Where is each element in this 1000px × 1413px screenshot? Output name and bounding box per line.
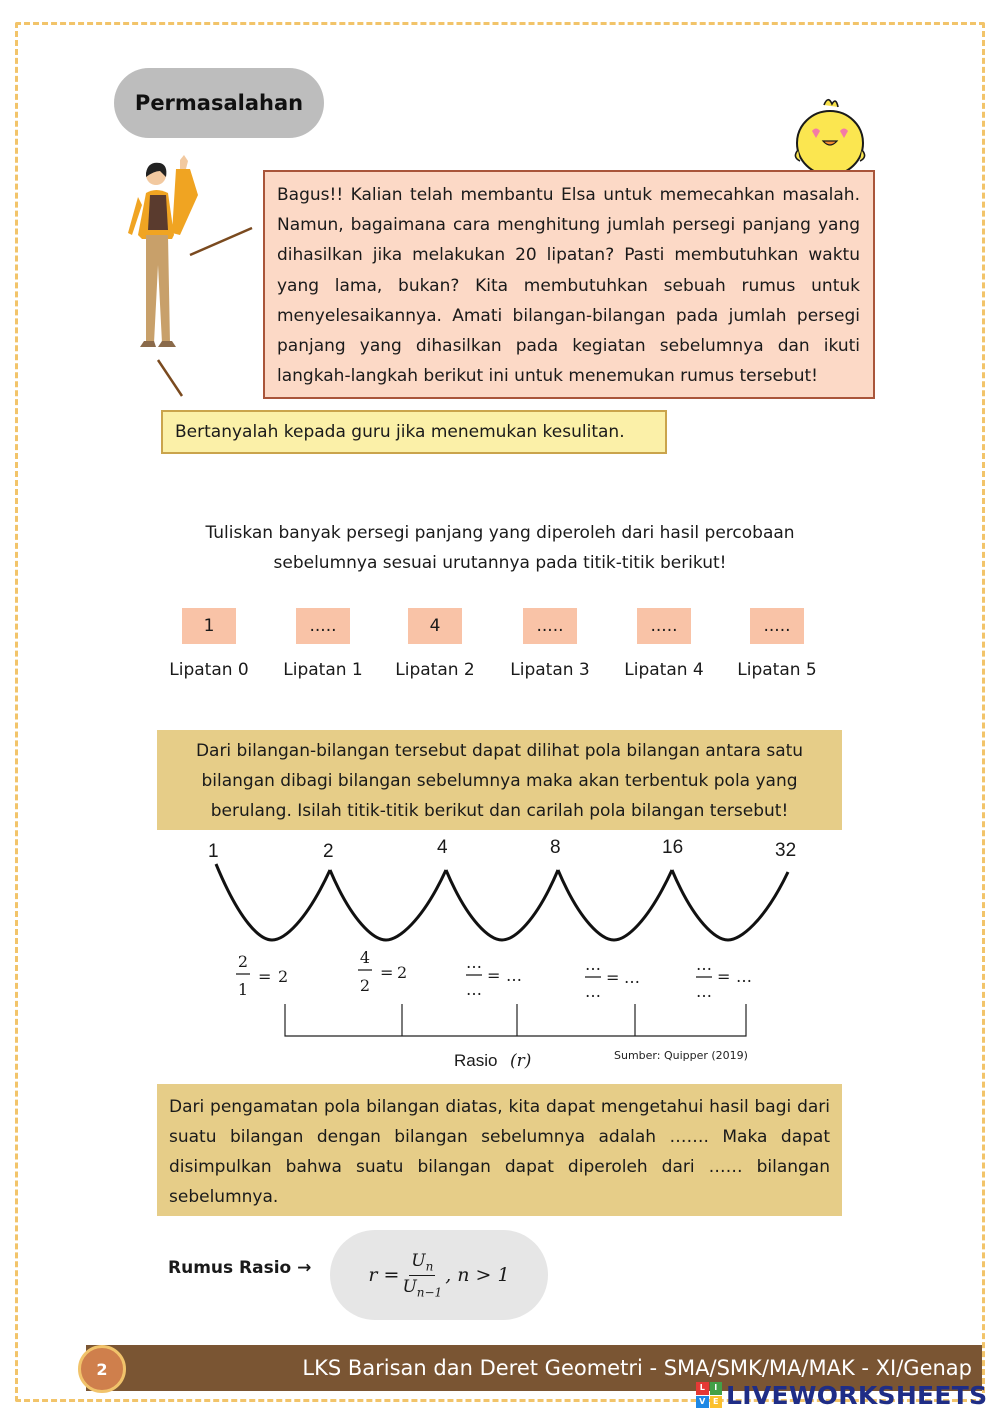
ratio-fraction[interactable]	[585, 955, 640, 1001]
formula-condition: , n > 1	[445, 1264, 510, 1286]
hint-text: Bertanyalah kepada guru jika menemukan kesulitan.	[175, 422, 625, 442]
fold-item	[604, 608, 724, 680]
svg-text:=: =	[487, 966, 501, 985]
fold-value-box[interactable]: .....	[750, 608, 804, 644]
svg-text:=: =	[380, 963, 394, 982]
page-number: 2	[78, 1345, 126, 1393]
hint-box	[161, 410, 667, 454]
pattern-intro-line-3: berulang. Isilah titik-titik berikut dan carilah pola bilangan tersebut!	[210, 801, 789, 821]
fold-value-box[interactable]: .....	[637, 608, 691, 644]
formula-label: Rumus Rasio →	[168, 1258, 312, 1278]
svg-text:2: 2	[278, 967, 289, 986]
formula-denominator-sub: n−1	[416, 1284, 443, 1299]
svg-text:…: …	[506, 966, 522, 985]
pattern-intro-box	[157, 730, 842, 830]
svg-text:2: 2	[237, 952, 249, 971]
instruction-line-2: sebelumnya sesuai urutannya pada titik-titik berikut!	[273, 553, 727, 573]
instruction-line-1: Tuliskan banyak persegi panjang yang diperoleh dari hasil percobaan	[205, 523, 795, 543]
svg-text:…: …	[466, 953, 482, 972]
liveworksheets-icon: L I V E	[696, 1382, 722, 1408]
svg-text:…: …	[585, 982, 601, 1001]
svg-text:1: 1	[237, 980, 249, 999]
ratio-arc	[330, 870, 446, 940]
fold-value-box[interactable]: 4	[408, 608, 462, 644]
ratio-fraction	[358, 948, 407, 995]
svg-text:…: …	[736, 967, 752, 986]
fold-label: Lipatan 3	[510, 660, 590, 680]
fold-label: Lipatan 5	[737, 660, 817, 680]
svg-text:2: 2	[359, 976, 371, 995]
ratio-arc	[672, 870, 788, 940]
svg-text:…: …	[696, 982, 712, 1001]
svg-text:=: =	[606, 968, 620, 987]
section-title: Permasalahan	[114, 68, 324, 138]
conclusion-text: Dari pengamatan pola bilangan diatas, kita dapat mengetahui hasil bagi dari suatu bilangan dengan bilangan sebelumnya adalah ……. Maka dapat disimpulkan bahwa suatu bilangan dapat diperoleh dari …… bilangan sebelumnya.	[169, 1097, 830, 1207]
fold-value-box[interactable]: .....	[523, 608, 577, 644]
svg-text:=: =	[717, 967, 731, 986]
fold-item	[717, 608, 837, 680]
liveworksheets-logo	[696, 1380, 987, 1410]
ratio-arc	[216, 864, 330, 940]
fold-label: Lipatan 1	[283, 660, 363, 680]
sequence-term: 4	[437, 837, 448, 858]
fold-label: Lipatan 0	[169, 660, 249, 680]
chick-mascot-icon	[790, 95, 870, 180]
conclusion-box	[157, 1084, 842, 1216]
formula-numerator-sub: n	[425, 1259, 434, 1274]
ratio-pattern-diagram	[190, 832, 830, 1072]
formula-fraction	[402, 1251, 442, 1299]
svg-text:=: =	[258, 967, 272, 986]
ratio-arc	[446, 870, 558, 940]
svg-text:2: 2	[397, 963, 408, 982]
svg-text:…: …	[624, 968, 640, 987]
sequence-term: 8	[550, 837, 561, 858]
pattern-intro-line-2: bilangan dibagi bilangan sebelumnya maka akan terbentuk pola yang	[201, 771, 798, 791]
ratio-fraction	[236, 952, 288, 999]
footer-title: LKS Barisan dan Deret Geometri - SMA/SMK/MA/MAK - XI/Genap	[302, 1356, 972, 1380]
ratio-formula	[330, 1230, 548, 1320]
source-citation: Sumber: Quipper (2019)	[614, 1049, 748, 1062]
sequence-term: 32	[775, 840, 797, 861]
svg-text:4: 4	[359, 948, 371, 967]
svg-text:…: …	[466, 980, 482, 999]
formula-numerator: U	[411, 1251, 426, 1272]
sequence-term: 2	[323, 841, 334, 862]
svg-text:…: …	[696, 955, 712, 974]
fold-item	[490, 608, 610, 680]
svg-text:…: …	[585, 955, 601, 974]
fold-label: Lipatan 4	[624, 660, 704, 680]
fold-value-box[interactable]: 1	[182, 608, 236, 644]
formula-denominator: U	[402, 1276, 417, 1297]
fold-item	[149, 608, 269, 680]
ratio-label: Rasio	[454, 1051, 498, 1070]
ratio-fraction[interactable]	[696, 955, 752, 1001]
fold-value-box[interactable]: .....	[296, 608, 350, 644]
instruction-text	[160, 518, 840, 578]
formula-lhs: r =	[368, 1264, 400, 1286]
sequence-term: 1	[208, 841, 219, 862]
fold-label: Lipatan 2	[395, 660, 475, 680]
ratio-fraction[interactable]	[466, 953, 522, 999]
woman-character-icon	[110, 155, 220, 355]
pattern-intro-line-1: Dari bilangan-bilangan tersebut dapat dilihat pola bilangan antara satu	[195, 741, 804, 761]
ratio-symbol: (r)	[510, 1051, 532, 1071]
fold-results	[0, 608, 1000, 698]
fold-item	[263, 608, 383, 680]
liveworksheets-text: LIVEWORKSHEETS	[726, 1380, 988, 1410]
fold-item	[375, 608, 495, 680]
sequence-term: 16	[662, 837, 684, 858]
ratio-arc	[558, 870, 672, 940]
ratio-bracket	[285, 1004, 746, 1036]
speech-bubble-text: Bagus!! Kalian telah membantu Elsa untuk memecahkan masalah. Namun, bagaimana cara menghitung jumlah persegi panjang yang dihasilkan jika melakukan 20 lipatan? Pasti membutuhkan waktu yang lama, bukan? Kita membutuhkan sebuah rumus untuk menyelesaikannya. Amati bilangan-bilangan pada jumlah persegi panjang yang dihasilkan pada kegiatan sebelumnya dan ikuti langkah-langkah berikut ini untuk menemukan rumus tersebut!	[263, 170, 875, 399]
